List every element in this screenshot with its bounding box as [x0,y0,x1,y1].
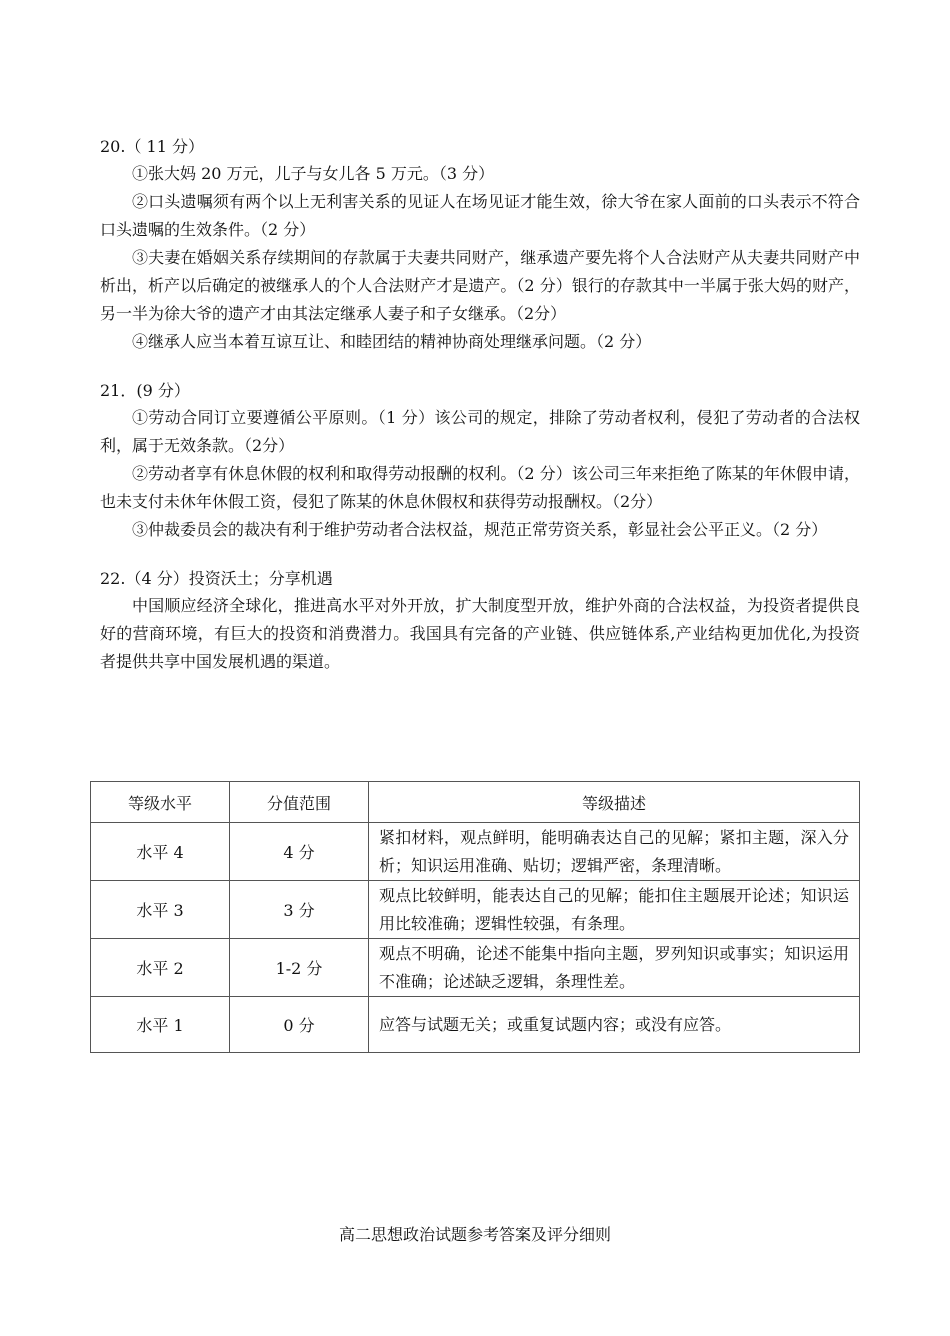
rubric-description: 应答与试题无关；或重复试题内容；或没有应答。 [369,997,860,1053]
header-description: 等级描述 [369,782,860,823]
header-level: 等级水平 [91,782,230,823]
rubric-description: 紧扣材料，观点鲜明，能明确表达自己的见解；紧扣主题，深入分析；知识运用准确、贴切；逻辑严密，条理清晰。 [369,823,860,881]
rubric-score: 4 分 [230,823,369,881]
q20-point-1: ①张大妈 20 万元，儿子与女儿各 5 万元。（3 分） [132,164,495,183]
page-footer-title: 高二思想政治试题参考答案及评分细则 [338,1225,611,1244]
rubric-score: 0 分 [230,997,369,1053]
rubric-score: 1-2 分 [230,939,369,997]
rubric-level: 水平 4 [91,823,230,881]
answer-content [100,134,860,676]
scoring-rubric-table [90,781,860,1053]
q20-point-4: ④继承人应当本着互谅互让、和睦团结的精神协商处理继承问题。（2 分） [132,332,652,351]
q22-answer: 中国顺应经济全球化，推进高水平对外开放，扩大制度型开放，维护外商的合法权益，为投资者提供良好的营商环境，有巨大的投资和消费潜力。我国具有完备的产业链、供应链体系,产业结构更加优化,为投资者提供共享中国发展机遇的渠道。 [100,596,860,671]
question-21 [100,378,860,544]
rubric-level: 水平 2 [91,939,230,997]
q21-point-1: ①劳动合同订立要遵循公平原则。（1 分）该公司的规定，排除了劳动者权利，侵犯了劳动者的合法权利，属于无效条款。（2分） [100,408,860,455]
rubric-level: 水平 3 [91,881,230,939]
rubric-description: 观点比较鲜明，能表达自己的见解；能扣住主题展开论述；知识运用比较准确；逻辑性较强，有条理。 [369,881,860,939]
question-20 [100,134,860,356]
question-22-title: 22.（4 分）投资沃土；分享机遇 [100,569,333,588]
rubric-header-row [91,782,860,823]
q21-point-2: ②劳动者享有休息休假的权利和取得劳动报酬的权利。（2 分）该公司三年来拒绝了陈某的年休假申请，也未支付未休年休假工资，侵犯了陈某的休息休假权和获得劳动报酬权。（2分） [100,464,860,511]
q20-point-2: ②口头遗嘱须有两个以上无利害关系的见证人在场见证才能生效，徐大爷在家人面前的口头表示不符合口头遗嘱的生效条件。（2 分） [100,192,860,239]
rubric-description: 观点不明确，论述不能集中指向主题，罗列知识或事实；知识运用不准确；论述缺乏逻辑，条理性差。 [369,939,860,997]
header-score: 分值范围 [230,782,369,823]
question-21-title: 21．(9 分） [100,381,190,400]
q21-point-3: ③仲裁委员会的裁决有利于维护劳动者合法权益，规范正常劳资关系，彰显社会公平正义。（2 分） [132,520,828,539]
rubric-row [91,939,860,997]
q20-point-3: ③夫妻在婚姻关系存续期间的存款属于夫妻共同财产，继承遗产要先将个人合法财产从夫妻共同财产中析出，析产以后确定的被继承人的个人合法财产才是遗产。（2 分）银行的存款其中一半属于张大妈的财产，另一半为徐大爷的遗产才由其法定继承人妻子和子女继承。（2分） [100,248,860,323]
rubric-level: 水平 1 [91,997,230,1053]
question-22 [100,566,860,676]
rubric-row [91,881,860,939]
rubric-row [91,823,860,881]
question-20-title: 20.（ 11 分） [100,137,204,156]
rubric-row [91,997,860,1053]
rubric-score: 3 分 [230,881,369,939]
